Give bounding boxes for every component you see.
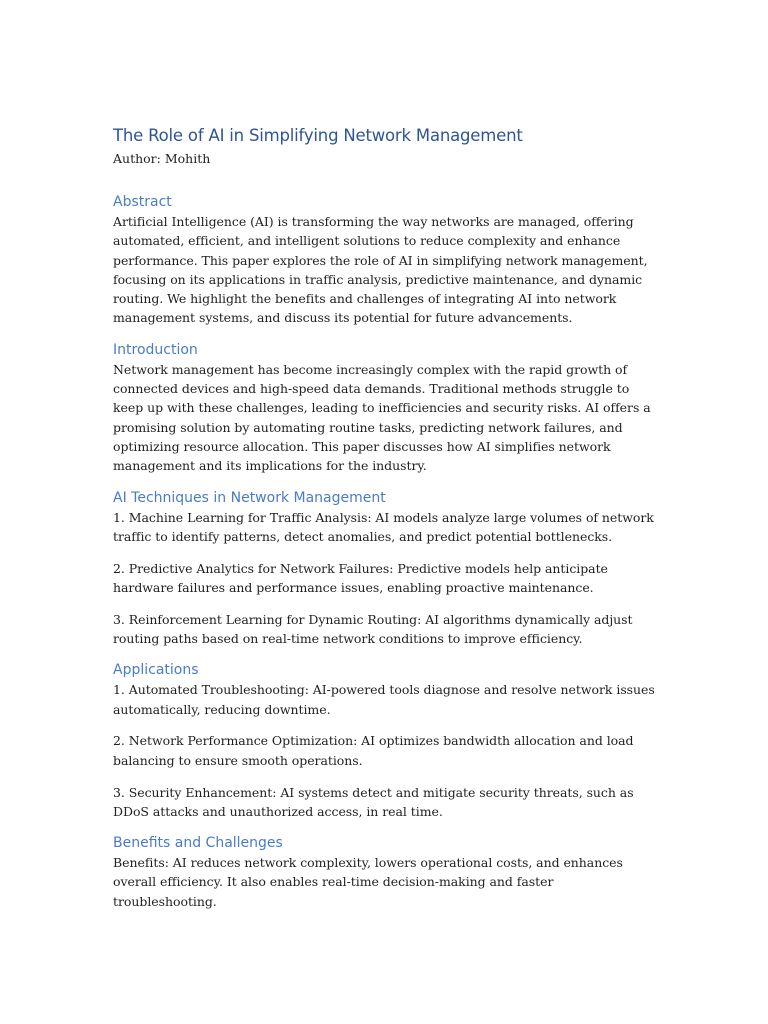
- document-author: Author: Mohith: [113, 151, 211, 166]
- heading-benefits-challenges: Benefits and Challenges: [113, 835, 283, 852]
- technique-item-2: 2. Predictive Analytics for Network Failures: Predictive models help anticipate hardware failures and performance issues, enabling proactive maintenance.: [113, 560, 608, 595]
- heading-abstract: Abstract: [113, 194, 172, 210]
- document-page: [113, 124, 658, 911]
- benefits-paragraph: Benefits: AI reduces network complexity, lowers operational costs, and enhances overall efficiency. It also enables real-time decision-making and faster troubleshooting.: [113, 855, 623, 909]
- heading-applications: Applications: [113, 662, 199, 679]
- heading-introduction: Introduction: [113, 341, 198, 358]
- application-item-2: 2. Network Performance Optimization: AI optimizes bandwidth allocation and load balancing to ensure smooth operations.: [113, 733, 634, 768]
- technique-item-3: 3. Reinforcement Learning for Dynamic Routing: AI algorithms dynamically adjust routing paths based on real-time network conditions to improve efficiency.: [113, 611, 633, 647]
- application-item-3: 3. Security Enhancement: AI systems detect and mitigate security threats, such as DDoS attacks and unauthorized access, in real time.: [113, 784, 634, 819]
- technique-item-1: 1. Machine Learning for Traffic Analysis: AI models analyze large volumes of network traffic to identify patterns, detect anomalies, and predict potential bottlenecks.: [113, 509, 654, 544]
- heading-ai-techniques: AI Techniques in Network Management: [113, 489, 386, 506]
- introduction-paragraph: Network management has become increasingly complex with the rapid growth of connected devices and high-speed data demands. Traditional methods struggle to keep up with these challenges, leading to inefficiencies and security risks. AI offers a promising solution by automating routine tasks, predicting network failures, and optimizing resource allocation. This paper discusses how AI simplifies network management and its implications for the industry.: [113, 361, 651, 474]
- document-title: The Role of AI in Simplifying Network Management: [113, 126, 523, 145]
- abstract-paragraph: Artificial Intelligence (AI) is transforming the way networks are managed, offering automated, efficient, and intelligent solutions to reduce complexity and enhance performance. This paper explores the role of AI in simplifying network management, focusing on its applications in traffic analysis, predictive maintenance, and dynamic routing. We highlight the benefits and challenges of integrating AI into network management systems, and discuss its potential for future advancements.: [113, 214, 648, 326]
- application-item-1: 1. Automated Troubleshooting: AI-powered tools diagnose and resolve network issues automatically, reducing downtime.: [113, 682, 655, 717]
